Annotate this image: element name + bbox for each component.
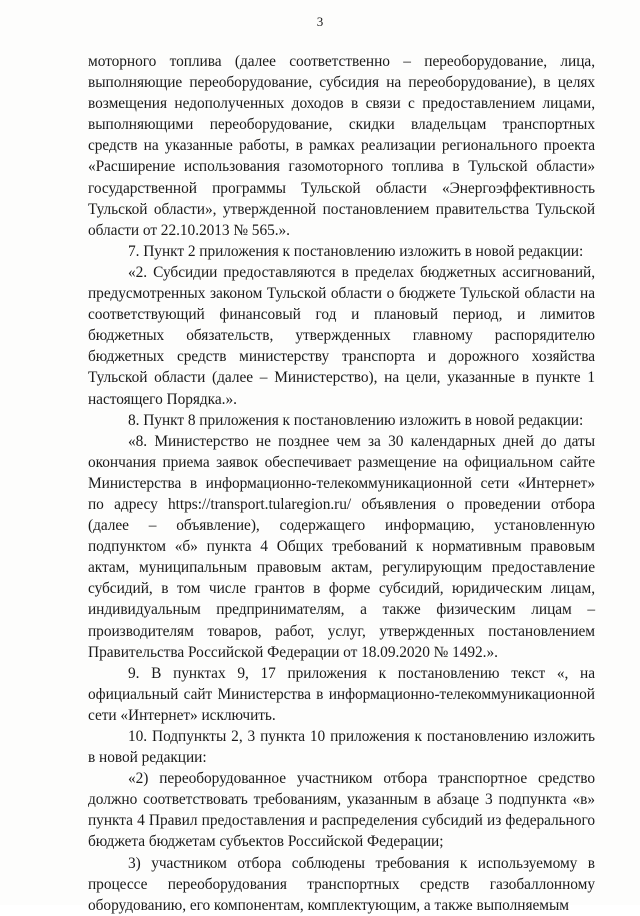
document-body <box>88 51 595 916</box>
paragraph-quote-2: «2. Субсидии предоставляются в пределах бюджетных ассигнований, предусмотренных законом Тульской области о бюджете Тульской области на соответствующий финансовый год и плановый период, и лимитов бюджетных обязательств, утвержденных главному распорядителю бюджетных средств министерству транспорта и дорожного хозяйства Тульской области (далее – Министерство), на цели, указанные в пункте 1 настоящего Порядка.». <box>88 263 595 408</box>
paragraph-item-10: 10. Подпункты 2, 3 пункта 10 приложения к постановлению изложить в новой редакции: <box>88 728 595 767</box>
paragraph-subitem-3: 3) участником отбора соблюдены требования к используемому в процессе переоборудования транспортных средств газобаллонному оборудованию, его компонентам, комплектующим, а также выполняемым <box>88 854 595 914</box>
paragraph-item-8: 8. Пункт 8 приложения к постановлению изложить в новой редакции: <box>128 411 584 429</box>
paragraph-quote-8: «8. Министерство не позднее чем за 30 календарных дней до даты окончания приема заявок обеспечивает размещение на официальном сайте Министерства в информационно-телекоммуникационной сети «Интернет» по адресу https://transport.tularegion.ru/ объявления о проведении отбора (далее – объявление), содержащего информацию, установленную подпунктом «б» пункта 4 Общих требований к нормативным правовым актам, муниципальным правовым актам, регулирующим предоставление субсидий, в том числе грантов в форме субсидий, юридическим лицам, индивидуальным предпринимателям, а также физическим лицам – производителям товаров, работ, услуг, утвержденных постановлением Правительства Российской Федерации от 18.09.2020 № 1492.». <box>88 432 595 661</box>
paragraph-item-7: 7. Пункт 2 приложения к постановлению изложить в новой редакции: <box>128 242 584 260</box>
paragraph-item-9: 9. В пунктах 9, 17 приложения к постановлению текст «, на официальный сайт Министерства в информационно-телекоммуникационной сети «Интернет» исключить. <box>88 664 595 724</box>
paragraph-subitem-2: «2) переоборудованное участником отбора транспортное средство должно соответствовать требованиям, указанным в абзаце 3 подпункта «в» пункта 4 Правил предоставления и распределения субсидий из федерального бюджета бюджетам субъектов Российской Федерации; <box>88 770 595 851</box>
paragraph-continuation: моторного топлива (далее соответственно – переоборудование, лица, выполняющие переоборудование, субсидия на переоборудование), в целях возмещения недополученных доходов в связи с предоставлением лицами, выполняющими переоборудование, скидки владельцам транспортных средств на указанные работы, в рамках реализации регионального проекта «Расширение использования газомоторного топлива в Тульской области» государственной программы Тульской области «Энергоэффективность Тульской области», утвержденной постановлением правительства Тульской области от 22.10.2013 № 565.». <box>88 53 595 239</box>
page-number: 3 <box>316 14 324 29</box>
